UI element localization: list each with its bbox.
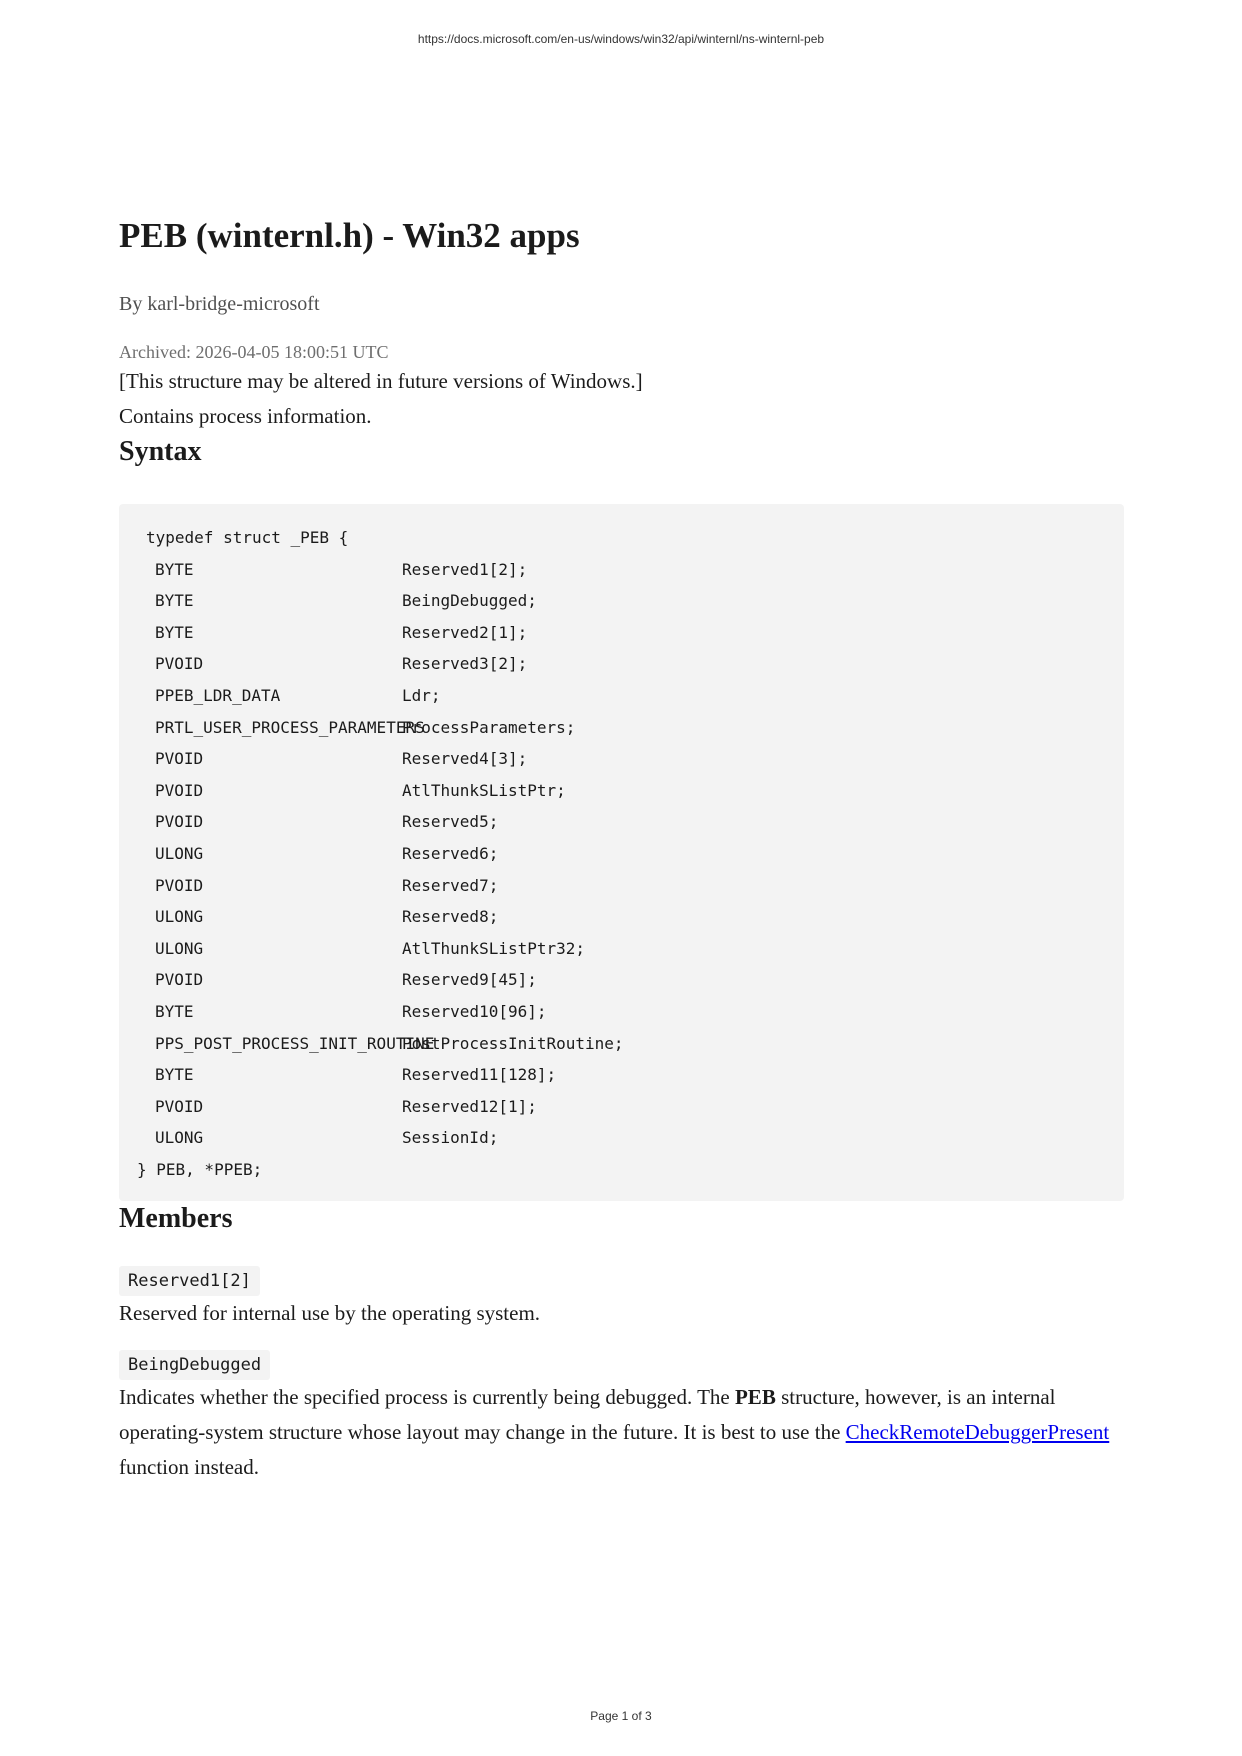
- code-field-line: [137, 648, 1124, 680]
- code-field-type: PRTL_USER_PROCESS_PARAMETERS: [155, 717, 425, 737]
- desc-text-part1: Indicates whether the specified process is currently being debugged. The: [119, 1385, 735, 1410]
- code-field-name: AtlThunkSListPtr;: [402, 780, 566, 800]
- code-field-name: Reserved11[128];: [402, 1065, 557, 1085]
- version-note: [This structure may be altered in future versions of Windows.]: [119, 369, 643, 393]
- syntax-code-block: [119, 504, 1124, 1201]
- code-field-name: Reserved10[96];: [402, 1001, 547, 1021]
- code-field-line: [137, 964, 1124, 996]
- code-field-name: Reserved8;: [402, 907, 499, 927]
- code-field-type: ULONG: [155, 907, 204, 927]
- check-remote-debugger-link[interactable]: CheckRemoteDebuggerPresent: [845, 1420, 1110, 1445]
- code-field-line: [137, 870, 1124, 902]
- member-desc-reserved1: Reserved for internal use by the operating system.: [119, 1301, 541, 1326]
- code-field-type: PVOID: [155, 970, 204, 990]
- code-field-type: BYTE: [155, 591, 194, 611]
- code-field-type: PVOID: [155, 875, 204, 895]
- code-field-type: PPEB_LDR_DATA: [155, 685, 281, 705]
- syntax-heading: Syntax: [119, 436, 202, 467]
- code-field-line: [137, 806, 1124, 838]
- article-content: [119, 210, 1124, 1485]
- member-name-reserved1: Reserved1[2]: [119, 1266, 260, 1296]
- code-field-name: AtlThunkSListPtr32;: [402, 938, 586, 958]
- code-field-name: SessionId;: [402, 1128, 499, 1148]
- members-heading: Members: [119, 1203, 233, 1235]
- code-field-name: Reserved1[2];: [402, 559, 528, 579]
- code-field-type: PVOID: [155, 749, 204, 769]
- code-field-line: [137, 1028, 1124, 1060]
- code-field-line: [137, 1091, 1124, 1123]
- code-field-line: [137, 743, 1124, 775]
- code-field-type: PVOID: [155, 780, 204, 800]
- code-field-name: Reserved2[1];: [402, 622, 528, 642]
- code-close-line: } PEB, *PPEB;: [137, 1159, 263, 1179]
- archived-timestamp: Archived: 2026-04-05 18:00:51 UTC: [119, 342, 389, 362]
- code-field-line: [137, 775, 1124, 807]
- code-field-line: [137, 1122, 1124, 1154]
- code-field-name: Reserved3[2];: [402, 654, 528, 674]
- code-field-line: [137, 996, 1124, 1028]
- code-field-type: BYTE: [155, 1065, 194, 1085]
- code-field-type: BYTE: [155, 559, 194, 579]
- code-field-name: Ldr;: [402, 685, 441, 705]
- code-fields: [137, 554, 1124, 1154]
- code-field-type: BYTE: [155, 622, 194, 642]
- member-desc-being-debugged: [119, 1380, 1124, 1485]
- code-field-type: PVOID: [155, 812, 204, 832]
- code-field-type: PVOID: [155, 654, 204, 674]
- code-field-type: PPS_POST_PROCESS_INIT_ROUTINE: [155, 1033, 435, 1053]
- summary-text: Contains process information.: [119, 404, 372, 428]
- desc-bold-peb: PEB: [734, 1385, 776, 1410]
- code-field-line: [137, 585, 1124, 617]
- code-field-name: Reserved7;: [402, 875, 499, 895]
- code-field-type: BYTE: [155, 1001, 194, 1021]
- code-field-name: Reserved12[1];: [402, 1096, 537, 1116]
- code-field-type: ULONG: [155, 938, 204, 958]
- code-field-name: Reserved4[3];: [402, 749, 528, 769]
- code-field-type: PVOID: [155, 1096, 204, 1116]
- code-field-line: [137, 554, 1124, 586]
- code-field-line: [137, 933, 1124, 965]
- author-byline: By karl-bridge-microsoft: [119, 293, 320, 315]
- code-field-line: [137, 680, 1124, 712]
- code-field-line: [137, 712, 1124, 744]
- code-field-name: BeingDebugged;: [402, 591, 537, 611]
- code-field-name: Reserved5;: [402, 812, 499, 832]
- page-number: Page 1 of 3: [590, 1709, 652, 1723]
- code-field-name: PostProcessInitRoutine;: [402, 1033, 624, 1053]
- member-name-being-debugged: BeingDebugged: [119, 1350, 270, 1380]
- code-field-name: Reserved6;: [402, 843, 499, 863]
- page-url: https://docs.microsoft.com/en-us/windows/win32/api/winternl/ns-winternl-peb: [417, 32, 825, 46]
- code-field-type: ULONG: [155, 1128, 204, 1148]
- code-field-type: ULONG: [155, 843, 204, 863]
- code-open-line: typedef struct _PEB {: [146, 528, 349, 547]
- code-field-line: [137, 901, 1124, 933]
- page-title: PEB (winternl.h) - Win32 apps: [119, 216, 580, 255]
- code-field-name: Reserved9[45];: [402, 970, 537, 990]
- code-field-line: [137, 617, 1124, 649]
- desc-text-part3: function instead.: [119, 1455, 259, 1480]
- desc-text-part2: structure, however, is an internal operating-system structure whose layout may change in the future. It is best to use the: [119, 1385, 1056, 1445]
- code-field-line: [137, 1059, 1124, 1091]
- code-field-name: ProcessParameters;: [402, 717, 576, 737]
- code-field-line: [137, 838, 1124, 870]
